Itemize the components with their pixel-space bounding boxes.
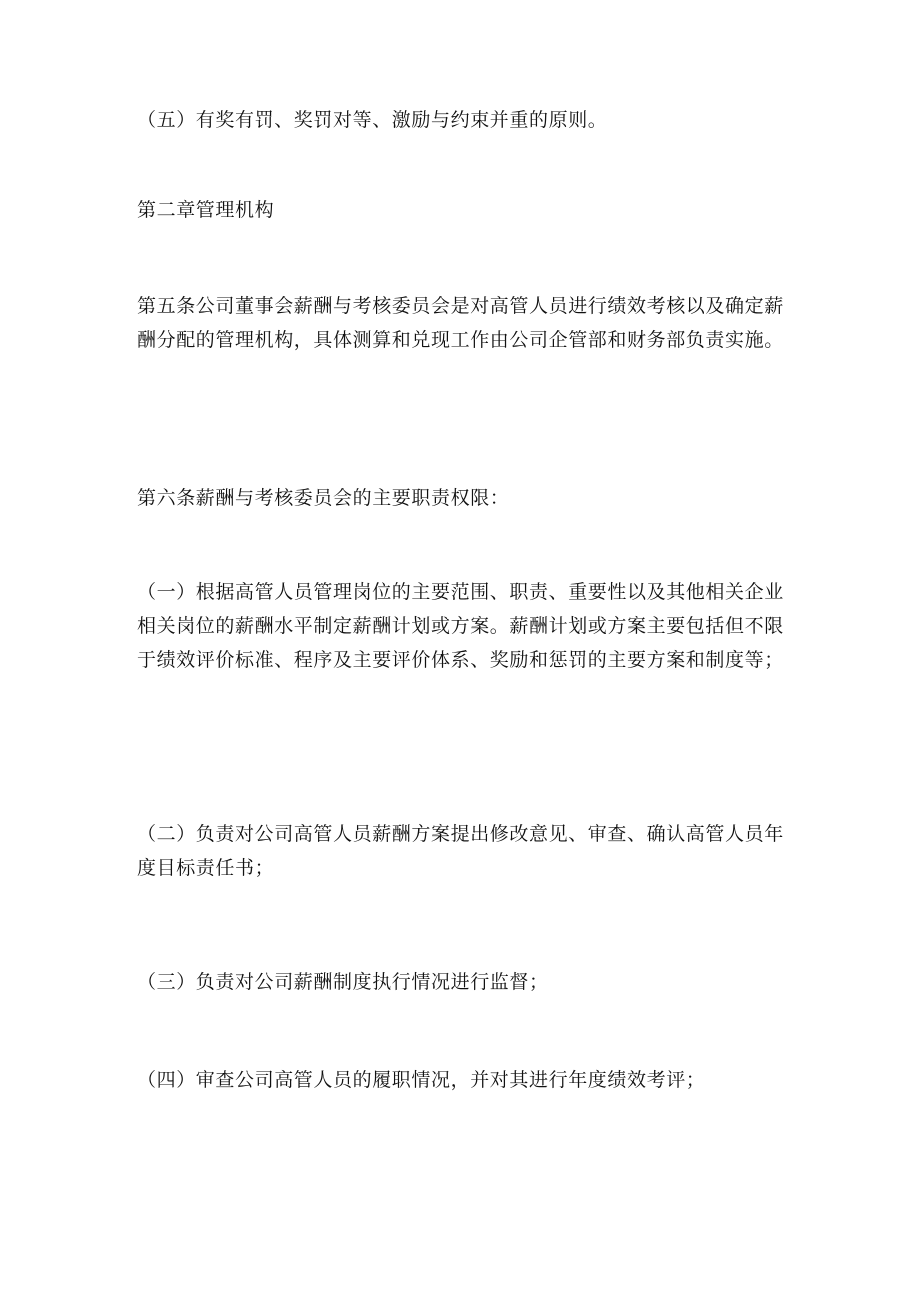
paragraph-article-six: 第六条薪酬与考核委员会的主要职责权限： — [137, 487, 510, 509]
chapter-heading: 第二章管理机构 — [137, 199, 275, 221]
paragraph-duty-one: （一）根据高管人员管理岗位的主要范围、职责、重要性以及其他相关企业相关岗位的薪酬水平制定薪酬计划或方案。薪酬计划或方案主要包括但不限于绩效评价标准、程序及主要评价体系、奖励和惩罚的主要方案和制度等； — [137, 581, 784, 671]
paragraph-duty-three: （三）负责对公司薪酬制度执行情况进行监督； — [137, 971, 549, 993]
paragraph-duty-two: （二）负责对公司高管人员薪酬方案提出修改意见、审查、确认高管人员年度目标责任书； — [137, 823, 784, 879]
paragraph-article-five: 第五条公司董事会薪酬与考核委员会是对高管人员进行绩效考核以及确定薪酬分配的管理机构，具体测算和兑现工作由公司企管部和财务部负责实施。 — [137, 295, 784, 351]
paragraph-principle-five: （五）有奖有罚、奖罚对等、激励与约束并重的原则。 — [137, 109, 608, 131]
paragraph-duty-four: （四）审查公司高管人员的履职情况，并对其进行年度绩效考评； — [137, 1069, 706, 1091]
